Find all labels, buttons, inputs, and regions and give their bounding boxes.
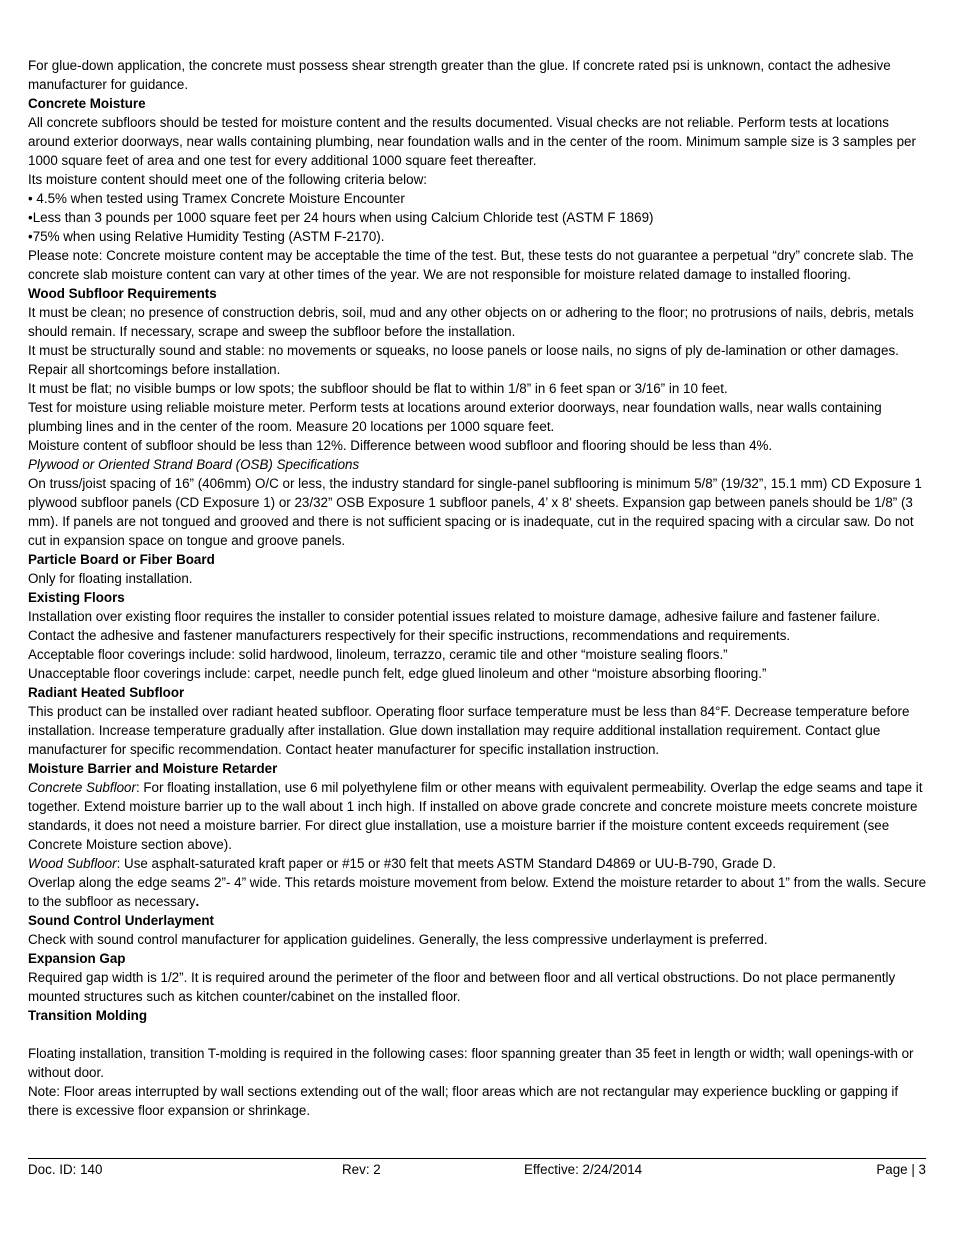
- heading-moisture-barrier: Moisture Barrier and Moisture Retarder: [28, 761, 278, 776]
- intro-paragraph: For glue-down application, the concrete must possess shear strength greater than the glue. If concrete rated psi is unknown, contact the adhesive manufacturer for guidance.: [28, 58, 891, 92]
- heading-particle-board: Particle Board or Fiber Board: [28, 552, 215, 567]
- osb-specifications-paragraph: On truss/joist spacing of 16” (406mm) O/C or less, the industry standard for single-panel subflooring is minimum 5/8” (19/32”, 15.1 mm) CD Exposure 1 plywood subfloor panels (CD Exposure 1) or 23/32” OSB Exposure 1 subfloor panels, 4’ x 8' sheets. Expansion gap between panels should be 1/8” (3 mm). If panels are not tongued and grooved and there is not sufficient spacing or is inadequate, cut in the required spacing with a circular saw. Do not cut in expansion space on tongue and groove panels.: [28, 476, 922, 548]
- criteria-bullet: •75% when using Relative Humidity Testing (ASTM F-2170).: [28, 229, 385, 244]
- heading-concrete-moisture: Concrete Moisture: [28, 96, 146, 111]
- concrete-subfloor-text: : For floating installation, use 6 mil polyethylene film or other means with equivalent permeability. Overlap the edge seams and tape it together. Extend moisture barrier up to the wall about 1 inch high. If installed on above grade concrete and concrete moisture meets concrete moisture standards, it does not need a moisture barrier. For direct glue installation, use a moisture barrier if the moisture content exceeds requirement (see Concrete Moisture section above).: [28, 780, 923, 852]
- footer-page-number: Page | 3: [876, 1162, 926, 1177]
- footer-doc-id: Doc. ID: 140: [28, 1162, 103, 1177]
- page-footer: [28, 1160, 926, 1179]
- heading-existing-floors: Existing Floors: [28, 590, 125, 605]
- heading-transition-molding: Transition Molding: [28, 1008, 148, 1023]
- transition-note: Note: Floor areas interrupted by wall sections extending out of the wall; floor areas which are not rectangular may experience buckling or gapping if there is excessive floor expansion or shrinkage.: [28, 1084, 899, 1118]
- criteria-bullet: •Less than 3 pounds per 1000 square feet per 24 hours when using Calcium Chloride test (ASTM F 1869): [28, 210, 654, 225]
- footer-revision: Rev: 2: [342, 1162, 381, 1177]
- concrete-subfloor-paragraph: [28, 778, 928, 854]
- wood-subfloor-paragraph: It must be flat; no visible bumps or low spots; the subfloor should be flat to within 1/8” in 6 feet span or 3/16” in 10 feet.: [28, 381, 728, 396]
- heading-wood-subfloor: Wood Subfloor Requirements: [28, 286, 217, 301]
- wood-subfloor-text: : Use asphalt-saturated kraft paper or #15 or #30 felt that meets ASTM Standard D4869 or UU-B-790, Grade D.: [116, 856, 777, 871]
- footer-effective-date: Effective: 2/24/2014: [524, 1162, 643, 1177]
- heading-sound-control: Sound Control Underlayment: [28, 913, 214, 928]
- existing-floors-paragraph: Acceptable floor coverings include: solid hardwood, linoleum, terrazzo, ceramic tile and other “moisture sealing floors.”: [28, 647, 728, 662]
- wood-subfloor-paragraph: It must be structurally sound and stable: no movements or squeaks, no loose panels or loose nails, no signs of ply de-lamination or other damages. Repair all shortcomings before installation.: [28, 343, 899, 377]
- criteria-bullet: • 4.5% when tested using Tramex Concrete Moisture Encounter: [28, 191, 405, 206]
- expansion-gap-paragraph: Required gap width is 1/2”. It is required around the perimeter of the floor and between floor and all vertical obstructions. Do not place permanently mounted structures such as kitchen counter/cabinet on the installed floor.: [28, 970, 896, 1004]
- overlap-text: Overlap along the edge seams 2”- 4” wide. This retards moisture movement from below. Extend the moisture retarder to about 1” from the walls. Secure to the subfloor as necessary: [28, 875, 927, 909]
- blank-line: [28, 1025, 928, 1044]
- wood-subfloor-label: Wood Subfloor: [28, 856, 117, 871]
- subheading-osb-specifications: Plywood or Oriented Strand Board (OSB) Specifications: [28, 457, 360, 472]
- concrete-moisture-note: Please note: Concrete moisture content may be acceptable the time of the test. But, these tests do not guarantee a perpetual “dry” concrete slab. The concrete slab moisture content can vary at other times of the year. We are not responsible for moisture related damage to installed flooring.: [28, 248, 914, 282]
- transition-paragraph: Floating installation, transition T-molding is required in the following cases: floor spanning greater than 35 feet in length or width; wall openings-with or without door.: [28, 1046, 914, 1080]
- concrete-moisture-paragraph: All concrete subfloors should be tested for moisture content and the results documented. Visual checks are not reliable. Perform tests at locations around exterior doorways, near walls containing plumbing, near foundation walls and in the center of the room. Minimum sample size is 3 samples per 1000 square feet of area and one test for every additional 1000 square feet thereafter.: [28, 115, 916, 168]
- wood-subfloor-paragraph: Moisture content of subfloor should be less than 12%. Difference between wood subfloor and flooring should be less than 4%.: [28, 438, 773, 453]
- overlap-paragraph: [28, 873, 928, 911]
- particle-board-paragraph: Only for floating installation.: [28, 571, 193, 586]
- document-body: [28, 56, 928, 1120]
- heading-radiant-heated-subfloor: Radiant Heated Subfloor: [28, 685, 185, 700]
- concrete-moisture-criteria-intro: Its moisture content should meet one of the following criteria below:: [28, 172, 427, 187]
- wood-subfloor-barrier-paragraph: [28, 854, 928, 873]
- concrete-subfloor-label: Concrete Subfloor: [28, 780, 136, 795]
- footer-divider: [28, 1158, 926, 1159]
- wood-subfloor-paragraph: It must be clean; no presence of construction debris, soil, mud and any other objects on or adhering to the floor; no protrusions of nails, debris, metals should remain. If necessary, scrape and sweep the subfloor before the installation.: [28, 305, 914, 339]
- existing-floors-paragraph: Unacceptable floor coverings include: carpet, needle punch felt, edge glued linoleum and other “moisture absorbing flooring.”: [28, 666, 767, 681]
- overlap-period: .: [195, 894, 200, 909]
- existing-floors-paragraph: Installation over existing floor requires the installer to consider potential issues related to moisture damage, adhesive failure and fastener failure. Contact the adhesive and fastener manufacturers respectively for their specific instructions, recommendations and requirements.: [28, 609, 881, 643]
- sound-control-paragraph: Check with sound control manufacturer for application guidelines. Generally, the less compressive underlayment is preferred.: [28, 932, 768, 947]
- wood-subfloor-paragraph: Test for moisture using reliable moisture meter. Perform tests at locations around exterior doorways, near foundation walls, near walls containing plumbing lines and in the center of the room. Measure 20 locations per 1000 square feet.: [28, 400, 882, 434]
- radiant-paragraph: This product can be installed over radiant heated subfloor. Operating floor surface temperature must be less than 84°F. Decrease temperature before installation. Increase temperature gradually after installation. Glue down installation may require additional installation requirement. Contact glue manufacturer for specific recommendation. Contact heater manufacturer for specific installation instruction.: [28, 704, 910, 757]
- heading-expansion-gap: Expansion Gap: [28, 951, 126, 966]
